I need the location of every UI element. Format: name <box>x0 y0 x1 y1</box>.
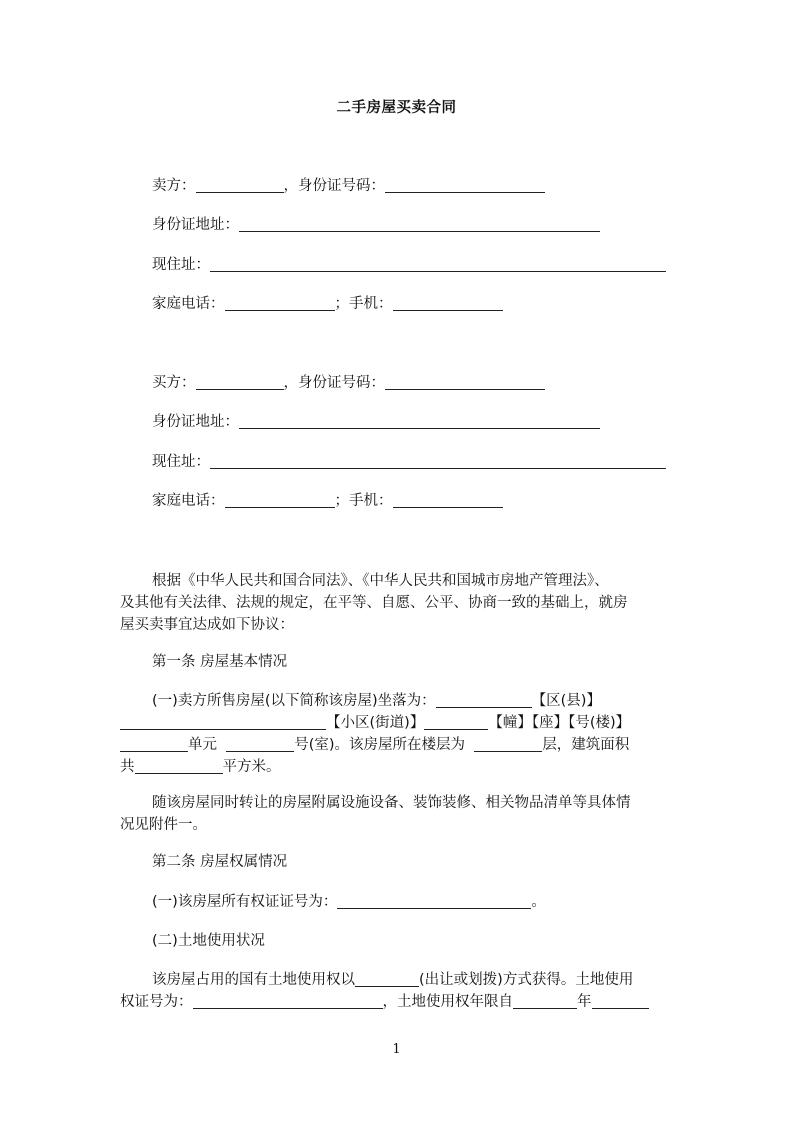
buyer-residence-label: 现住址： <box>152 454 210 470</box>
buyer-phone-line <box>152 490 503 512</box>
buyer-name-label: 买方： <box>152 375 196 391</box>
land-cert-label: 权证号为： <box>120 994 193 1010</box>
seller-id-blank[interactable] <box>385 177 545 193</box>
article-2-heading: 第二条 房屋权属情况 <box>152 854 288 870</box>
a1p1-line-1 <box>120 690 672 712</box>
a1p2-line-2: 况见附件一。 <box>120 817 207 833</box>
unit-label: 单元 <box>188 737 217 753</box>
buyer-phone-blank[interactable] <box>225 492 335 508</box>
seller-residence-blank[interactable] <box>210 256 666 272</box>
seller-name-label: 卖方： <box>152 178 196 194</box>
floor-blank[interactable] <box>474 736 542 752</box>
document-title: 二手房屋买卖合同 <box>336 100 457 116</box>
land-term-next-blank[interactable] <box>592 993 649 1009</box>
land-use-subheading: (二)土地使用状况 <box>152 933 265 949</box>
building-label: 【幢】【座】【号(楼)】 <box>488 715 631 731</box>
article-1-paragraph-2 <box>120 792 672 836</box>
year-label: 年 <box>577 994 592 1010</box>
land-term-start-blank[interactable] <box>513 993 577 1009</box>
buyer-residence-blank[interactable] <box>210 453 666 469</box>
seller-mobile-blank[interactable] <box>393 295 503 311</box>
area-prefix: 共 <box>120 759 135 775</box>
buyer-name-blank[interactable] <box>196 374 284 390</box>
seller-name-line <box>152 175 545 197</box>
intro-paragraph <box>120 570 672 636</box>
floor-label: 层，建筑面积 <box>542 737 630 753</box>
seller-phone-line <box>152 293 503 315</box>
room-blank[interactable] <box>226 736 294 752</box>
seller-id-label: ，身份证号码： <box>283 178 385 194</box>
land-use-line-2 <box>120 991 672 1013</box>
land-use-label-a: 该房屋占用的国有土地使用权以 <box>152 972 355 988</box>
buyer-id-address-blank[interactable] <box>239 413 600 429</box>
land-cert-blank[interactable] <box>193 993 383 1009</box>
a1p1-location-label: (一)卖方所售房屋(以下简称该房屋)坐落为： <box>152 693 436 709</box>
page-number: 1 <box>392 1042 401 1057</box>
article-1-paragraph-1 <box>120 690 672 778</box>
buyer-phone-label: 家庭电话： <box>152 493 225 509</box>
title-cert-blank[interactable] <box>337 893 531 909</box>
unit-blank[interactable] <box>120 736 188 752</box>
district-blank[interactable] <box>436 692 532 708</box>
seller-name-blank[interactable] <box>196 177 284 193</box>
a1p2-line-1: 随该房屋同时转让的房屋附属设施设备、装饰装修、相关物品清单等具体情 <box>152 795 631 811</box>
a1p1-line-3 <box>120 734 672 756</box>
land-use-line-1 <box>120 969 672 991</box>
buyer-name-line <box>152 372 545 394</box>
area-blank[interactable] <box>135 758 223 774</box>
intro-line-1: 根据《中华人民共和国合同法》、《中华人民共和国城市房地产管理法》、 <box>152 573 609 589</box>
buyer-residence-line <box>152 451 666 473</box>
seller-id-address-blank[interactable] <box>239 216 600 232</box>
buyer-mobile-blank[interactable] <box>393 492 503 508</box>
land-acquire-blank[interactable] <box>355 971 419 987</box>
community-label: 【小区(街道)】 <box>326 715 425 731</box>
seller-phone-label: 家庭电话： <box>152 296 225 312</box>
land-use-paragraph <box>120 969 672 1013</box>
seller-mobile-label: ；手机： <box>334 296 393 312</box>
article-1-heading: 第一条 房屋基本情况 <box>152 654 288 670</box>
community-blank[interactable] <box>120 714 326 730</box>
district-label: 【区(县)】 <box>531 693 601 709</box>
seller-phone-blank[interactable] <box>225 295 335 311</box>
seller-id-address-line <box>152 214 600 236</box>
seller-residence-label: 现住址： <box>152 257 210 273</box>
room-label: 号(室)。该房屋所在楼层为 <box>294 737 466 753</box>
buyer-id-blank[interactable] <box>385 374 545 390</box>
buyer-mobile-label: ；手机： <box>334 493 393 509</box>
a1p1-line-2 <box>120 712 672 734</box>
land-use-label-b: (出让或划拨)方式获得。土地使用 <box>419 972 634 988</box>
area-unit: 平方米。 <box>222 759 281 775</box>
a1p1-line-4 <box>120 756 672 778</box>
intro-line-2: 及其他有关法律、法规的规定，在平等、自愿、公平、协商一致的基础上，就房 <box>120 595 628 611</box>
title-cert-line <box>152 891 546 913</box>
building-blank[interactable] <box>424 714 488 730</box>
seller-id-address-label: 身份证地址： <box>152 217 239 233</box>
seller-residence-line <box>152 254 666 276</box>
title-cert-label: (一)该房屋所有权证证号为： <box>152 894 338 910</box>
buyer-id-label: ，身份证号码： <box>283 375 385 391</box>
buyer-id-address-line <box>152 411 600 433</box>
intro-line-3: 屋买卖事宜达成如下协议： <box>120 617 294 633</box>
title-cert-period: 。 <box>531 894 546 910</box>
buyer-id-address-label: 身份证地址： <box>152 414 239 430</box>
land-term-label: ，土地使用权年限自 <box>382 994 513 1010</box>
